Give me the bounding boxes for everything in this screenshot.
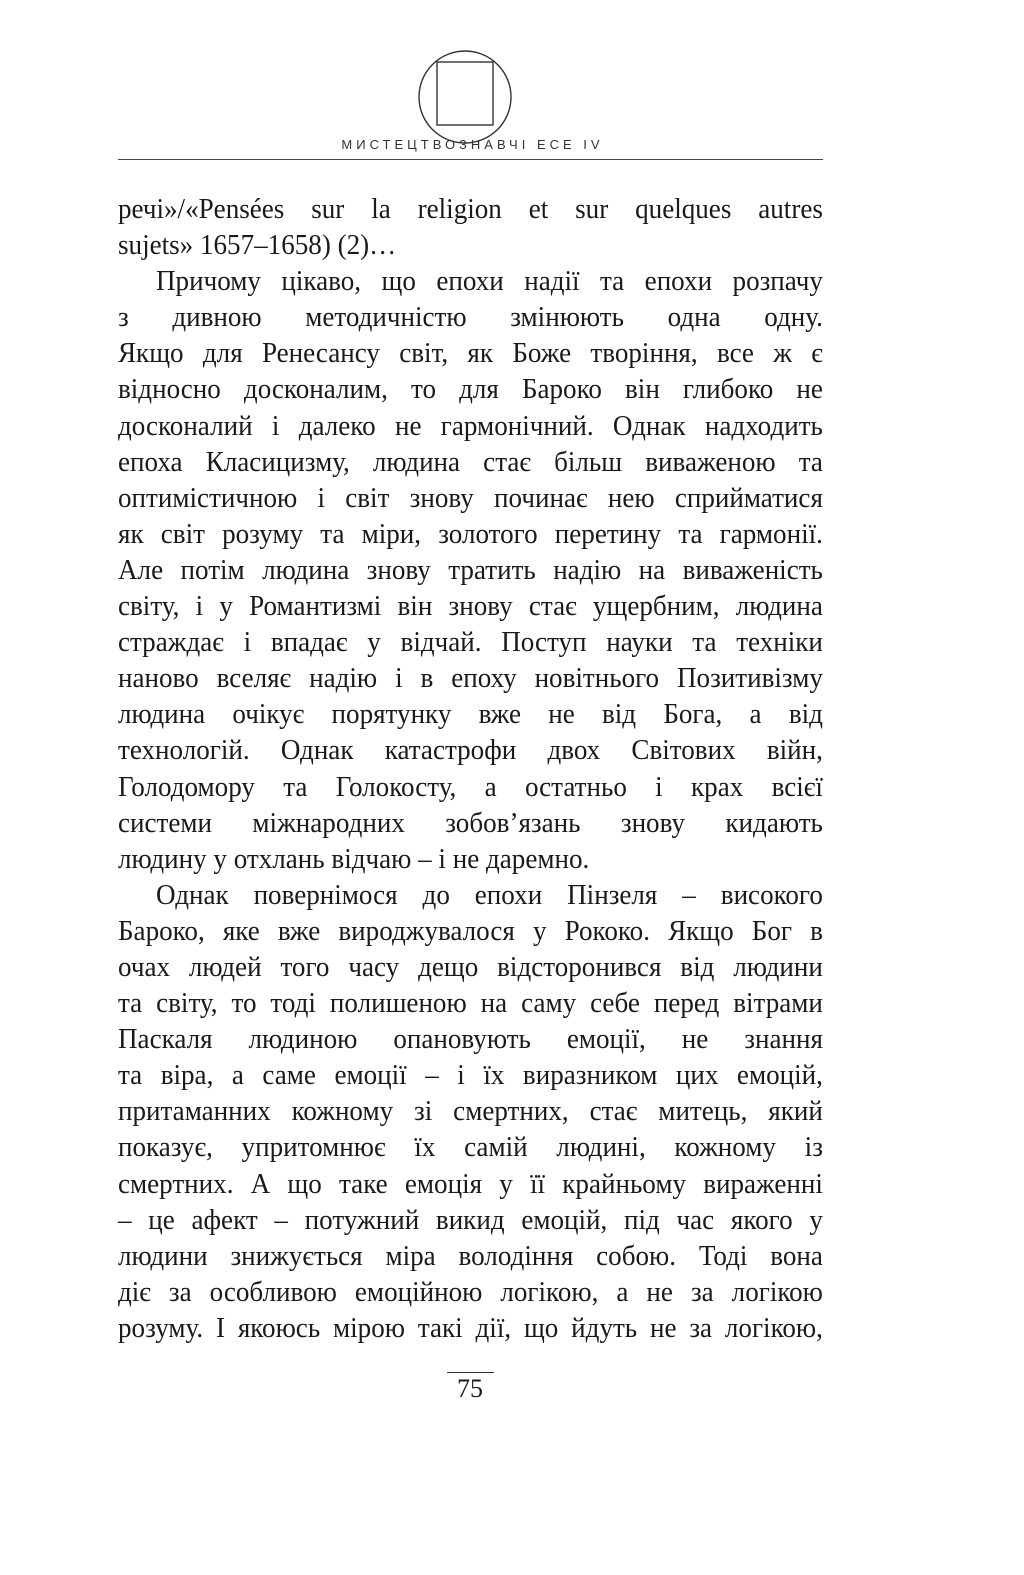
text-line: Причому цікаво, що епохи надії та епохи розпачу bbox=[156, 266, 823, 298]
text-line: з дивною методичністю змінюють одна одну. bbox=[118, 302, 823, 334]
text-line: sujets» 1657–1658) (2)… bbox=[118, 230, 397, 262]
text-line: досконалий і далеко не гармонічний. Однак надходить bbox=[118, 410, 823, 442]
text-line: наново вселяє надію і в епоху новітнього Позитивізму bbox=[118, 663, 823, 695]
text-line: розуму. І якоюсь мірою такі дії, що йдуть не за логікою, bbox=[118, 1312, 823, 1344]
text-line: Але потім людина знову тратить надію на виваженість bbox=[118, 554, 823, 586]
text-line: системи міжнародних зобов’язань знову кидають bbox=[118, 807, 823, 839]
header-rule bbox=[118, 159, 823, 160]
running-header: МИСТЕЦТВОЗНАВЧІ ЕСЕ IV bbox=[341, 137, 604, 152]
text-line: та світу, то тоді полишеною на саму себе перед вітрами bbox=[118, 988, 823, 1020]
text-line: діє за особливою емоційною логікою, а не за логікою bbox=[118, 1276, 823, 1308]
text-line: людини знижується міра володіння собою. Тоді вона bbox=[118, 1240, 823, 1272]
text-line: страждає і впадає у відчай. Поступ науки та техніки bbox=[118, 627, 823, 659]
text-line: смертних. А що таке емоція у її крайньому вираженні bbox=[118, 1168, 823, 1200]
text-line: людину у отхлань відчаю – і не даремно. bbox=[118, 843, 590, 875]
text-line: світу, і у Романтизмі він знову стає ущербним, людина bbox=[118, 591, 823, 623]
text-line: оптимістичною і світ знову починає нею сприйматися bbox=[118, 482, 823, 514]
text-line: відносно досконалим, то для Бароко він глибоко не bbox=[118, 374, 823, 406]
body-text bbox=[118, 192, 823, 1347]
text-line: епоха Класицизму, людина стає більш виваженою та bbox=[118, 446, 823, 478]
text-line: Однак повернімося до епохи Пінзеля – високого bbox=[156, 879, 823, 911]
circle-square-emblem-icon bbox=[415, 47, 515, 147]
text-line: очах людей того часу дещо відсторонився від людини bbox=[118, 951, 823, 983]
text-line: технологій. Однак катастрофи двох Світових війн, bbox=[118, 735, 823, 767]
text-line: Якщо для Ренесансу світ, як Боже творіння, все ж є bbox=[118, 338, 823, 370]
text-line: людина очікує порятунку вже не від Бога, а від bbox=[118, 699, 823, 731]
text-line: Бароко, яке вже вироджувалося у Рококо. Якщо Бог в bbox=[118, 915, 823, 947]
text-line: як світ розуму та міри, золотого перетину та гармонії. bbox=[118, 518, 823, 550]
text-line: Голодомору та Голокосту, а остатньо і крах всієї bbox=[118, 771, 823, 803]
text-line: показує, упритомнює їх самій людині, кожному із bbox=[118, 1132, 823, 1164]
text-line: притаманних кожному зі смертних, стає митець, який bbox=[118, 1096, 823, 1128]
text-line: – це афект – потужний викид емоцій, під час якого у bbox=[118, 1204, 823, 1236]
text-line: Паскаля людиною опановують емоції, не знання bbox=[118, 1024, 823, 1056]
text-line: речі»/«Pensées sur la religion et sur quelques autres bbox=[118, 194, 823, 225]
page-number: 75 bbox=[457, 1374, 483, 1403]
text-line: та віра, а саме емоції – і їх виразником цих емоцій, bbox=[118, 1060, 823, 1092]
